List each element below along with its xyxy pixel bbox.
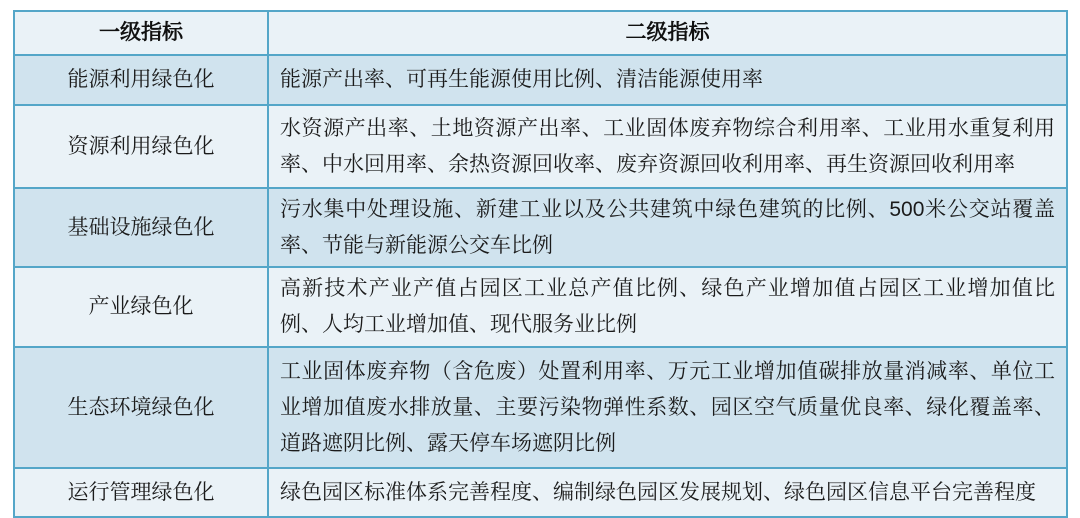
level1-cell: 产业绿色化 <box>14 267 268 347</box>
indicator-table-container <box>13 10 1068 518</box>
col-header-level1: 一级指标 <box>14 11 268 55</box>
level2-cell: 高新技术产业产值占园区工业总产值比例、绿色产业增加值占园区工业增加值比例、人均工业增加值、现代服务业比例 <box>268 267 1067 347</box>
level2-cell: 能源产出率、可再生能源使用比例、清洁能源使用率 <box>268 55 1067 105</box>
table-row <box>14 267 1067 347</box>
table-row <box>14 468 1067 517</box>
table-row <box>14 347 1067 468</box>
level2-cell: 污水集中处理设施、新建工业以及公共建筑中绿色建筑的比例、500米公交站覆盖率、节能与新能源公交车比例 <box>268 188 1067 267</box>
level1-cell: 生态环境绿色化 <box>14 347 268 468</box>
level1-cell: 运行管理绿色化 <box>14 468 268 517</box>
col-header-level2: 二级指标 <box>268 11 1067 55</box>
header-row <box>14 11 1067 55</box>
table-row <box>14 55 1067 105</box>
level2-cell: 工业固体废弃物（含危废）处置利用率、万元工业增加值碳排放量消减率、单位工业增加值废水排放量、主要污染物弹性系数、园区空气质量优良率、绿化覆盖率、道路遮阴比例、露天停车场遮阴比例 <box>268 347 1067 468</box>
level2-cell: 绿色园区标准体系完善程度、编制绿色园区发展规划、绿色园区信息平台完善程度 <box>268 468 1067 517</box>
level1-cell: 资源利用绿色化 <box>14 105 268 188</box>
indicator-table <box>13 10 1068 518</box>
table-row <box>14 188 1067 267</box>
level2-cell: 水资源产出率、土地资源产出率、工业固体废弃物综合利用率、工业用水重复利用率、中水回用率、余热资源回收率、废弃资源回收利用率、再生资源回收利用率 <box>268 105 1067 188</box>
table-row <box>14 105 1067 188</box>
level1-cell: 基础设施绿色化 <box>14 188 268 267</box>
level1-cell: 能源利用绿色化 <box>14 55 268 105</box>
